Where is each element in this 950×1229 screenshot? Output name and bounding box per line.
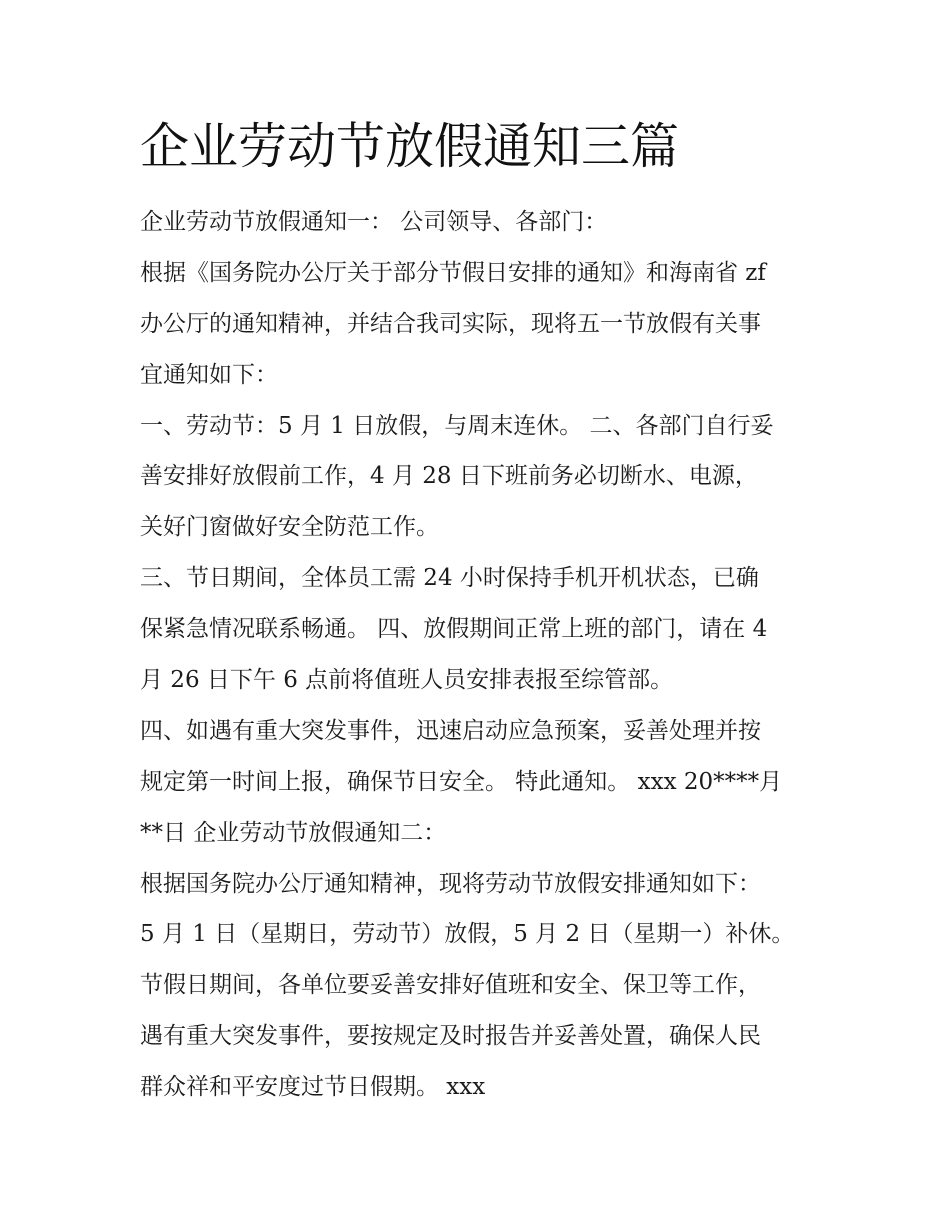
- text-line: **日 企业劳动节放假通知二：: [140, 819, 447, 846]
- text-line: 办公厅的通知精神，并结合我司实际，现将五一节放假有关事: [140, 310, 761, 337]
- text-line: 根据《国务院办公厅关于部分节假日安排的通知》和海南省 zf: [140, 259, 766, 286]
- text-line: 善安排好放假前工作，4 月 28 日下班前务必切断水、电源，: [140, 463, 758, 490]
- text-line: 关好门窗做好安全防范工作。: [140, 514, 439, 541]
- text-line: 节假日期间，各单位要妥善安排好值班和安全、保卫等工作，: [140, 972, 761, 999]
- text-line: 月 26 日下午 6 点前将值班人员安排表报至综管部。: [140, 667, 674, 694]
- text-line: 遇有重大突发事件，要按规定及时报告并妥善处置，确保人民: [140, 1023, 761, 1050]
- text-line: 规定第一时间上报，确保节日安全。 特此通知。 xxx 20****月: [140, 768, 783, 795]
- text-line: 三、节日期间，全体员工需 24 小时保持手机开机状态，已确: [140, 565, 759, 592]
- text-line: 四、如遇有重大突发事件，迅速启动应急预案，妥善处理并按: [140, 717, 761, 744]
- text-line: 根据国务院办公厅通知精神，现将劳动节放假安排通知如下：: [140, 870, 761, 897]
- text-line: 群众祥和平安度过节日假期。 xxx: [140, 1074, 486, 1101]
- text-line: 一、劳动节：5 月 1 日放假，与周末连休。 二、各部门自行妥: [140, 412, 774, 439]
- text-line: 宜通知如下：: [140, 361, 278, 388]
- document-title: 企业劳动节放假通知三篇: [140, 118, 680, 175]
- text-line: 5 月 1 日（星期日，劳动节）放假，5 月 2 日（星期一）补休。: [140, 921, 795, 948]
- text-line: 保紧急情况联系畅通。 四、放假期间正常上班的部门，请在 4: [140, 616, 768, 643]
- document-body: [140, 197, 820, 1113]
- text-line: 企业劳动节放假通知一： 公司领导、各部门：: [140, 209, 608, 235]
